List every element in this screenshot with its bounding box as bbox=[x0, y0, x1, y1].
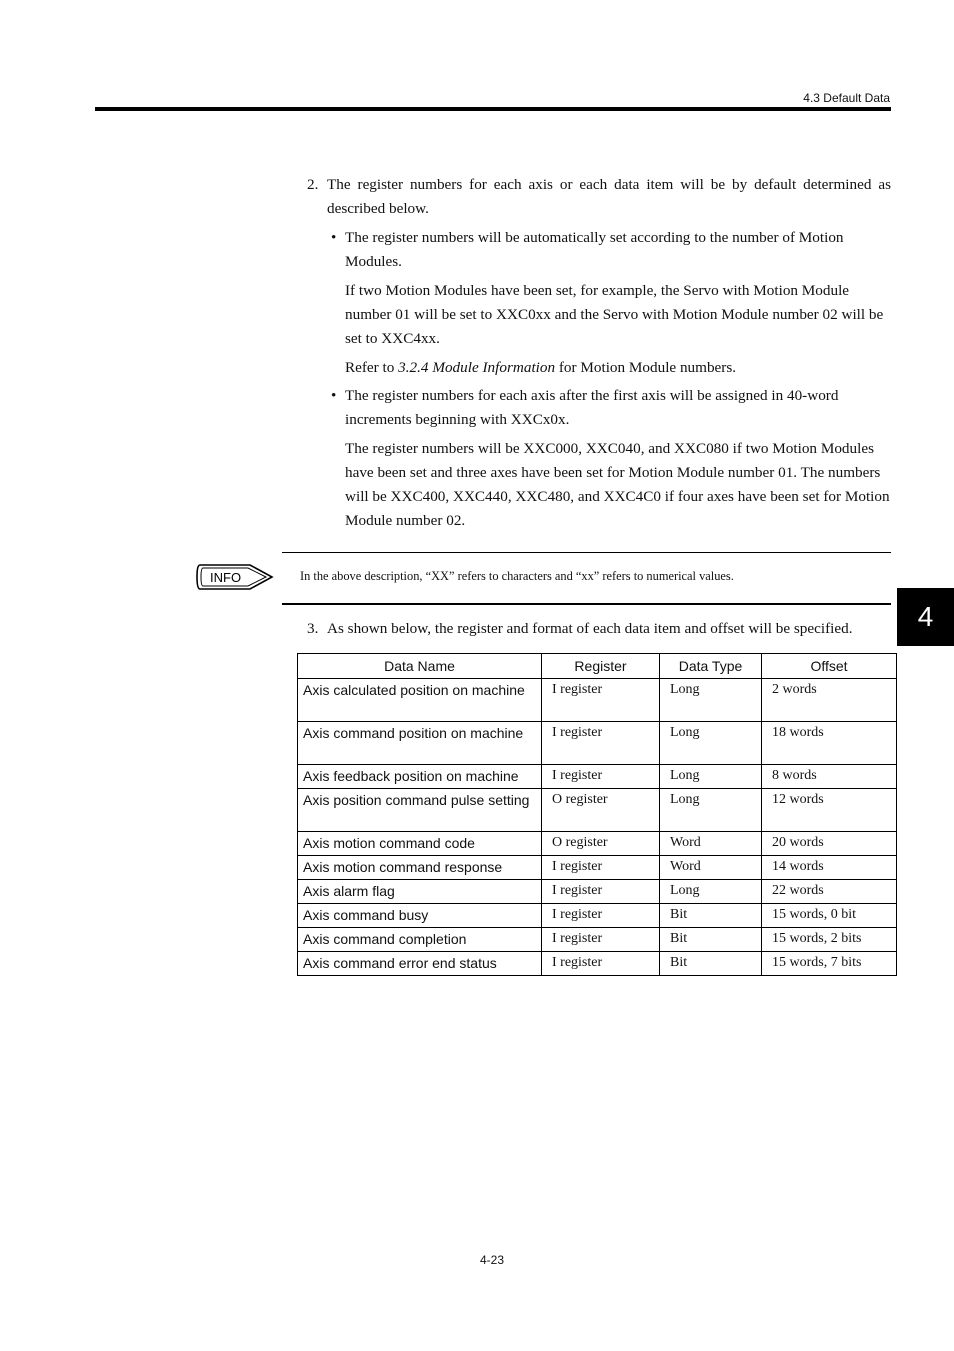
item-3-text: As shown below, the register and format of each data item and offset will be specified. bbox=[327, 620, 853, 637]
header-rule bbox=[95, 107, 891, 111]
table-row bbox=[298, 856, 897, 880]
table-header-row bbox=[298, 654, 897, 679]
register-cell: I register bbox=[542, 904, 660, 928]
bullet-2-paragraph: The register numbers will be XXC000, XXC040, and XXC080 if two Motion Modules have been set and three axes have been set for Motion Module number 01. The numbers will be XXC400, XXC440, XXC480, and XXC4C0 if four axes have been set for Motion Module number 02. bbox=[345, 440, 890, 529]
item-2-text: The register numbers for each axis or each data item will be by default determined as described below. bbox=[327, 176, 891, 217]
info-rule-bottom bbox=[282, 603, 891, 605]
register-cell: I register bbox=[542, 928, 660, 952]
chapter-tab: 4 bbox=[897, 588, 954, 646]
column-header: Data Name bbox=[298, 654, 542, 679]
offset-cell: 2 words bbox=[762, 679, 897, 722]
offset-cell: 15 words, 7 bits bbox=[762, 952, 897, 976]
data-type-cell: Word bbox=[660, 856, 762, 880]
register-cell: I register bbox=[542, 952, 660, 976]
table-row bbox=[298, 880, 897, 904]
table-row bbox=[298, 789, 897, 832]
running-header: 4.3 Default Data bbox=[803, 91, 890, 105]
bullet-1-reference bbox=[345, 356, 891, 380]
item-2-number: 2. bbox=[307, 176, 319, 193]
table-row bbox=[298, 904, 897, 928]
data-name-cell: Axis command position on machine bbox=[298, 722, 542, 765]
data-type-cell: Long bbox=[660, 880, 762, 904]
info-arrow-icon bbox=[196, 563, 276, 591]
bullet-marker: • bbox=[331, 387, 337, 404]
page-number: 4-23 bbox=[479, 1253, 505, 1267]
bullet-1-paragraph: If two Motion Modules have been set, for example, the Servo with Motion Module number 01 will be set to XXC0xx and the Servo with Motion Module number 02 will be set to XXC4xx. bbox=[345, 282, 884, 347]
table-row bbox=[298, 722, 897, 765]
info-note: In the above description, “XX” refers to characters and “xx” refers to numerical values. bbox=[300, 569, 734, 583]
info-rule-top bbox=[282, 552, 891, 553]
offset-cell: 12 words bbox=[762, 789, 897, 832]
data-name-cell: Axis position command pulse setting bbox=[298, 789, 542, 832]
data-type-cell: Bit bbox=[660, 904, 762, 928]
bullet-marker: • bbox=[331, 229, 337, 246]
offset-cell: 15 words, 0 bit bbox=[762, 904, 897, 928]
data-name-cell: Axis command busy bbox=[298, 904, 542, 928]
data-name-cell: Axis command completion bbox=[298, 928, 542, 952]
info-icon-label: INFO bbox=[210, 570, 242, 585]
offset-cell: 14 words bbox=[762, 856, 897, 880]
table-row bbox=[298, 832, 897, 856]
register-cell: O register bbox=[542, 832, 660, 856]
register-cell: I register bbox=[542, 722, 660, 765]
register-cell: I register bbox=[542, 856, 660, 880]
offset-cell: 15 words, 2 bits bbox=[762, 928, 897, 952]
data-name-cell: Axis feedback position on machine bbox=[298, 765, 542, 789]
data-name-cell: Axis alarm flag bbox=[298, 880, 542, 904]
column-header: Offset bbox=[762, 654, 897, 679]
data-type-cell: Word bbox=[660, 832, 762, 856]
offset-cell: 8 words bbox=[762, 765, 897, 789]
data-type-cell: Long bbox=[660, 722, 762, 765]
data-name-cell: Axis calculated position on machine bbox=[298, 679, 542, 722]
table-row bbox=[298, 928, 897, 952]
data-name-cell: Axis command error end status bbox=[298, 952, 542, 976]
reference-link: 3.2.4 Module Information bbox=[398, 359, 556, 376]
reference-suffix: for Motion Module numbers. bbox=[555, 359, 737, 376]
data-type-cell: Long bbox=[660, 789, 762, 832]
table-row bbox=[298, 952, 897, 976]
register-cell: I register bbox=[542, 880, 660, 904]
table-row bbox=[298, 765, 897, 789]
column-header: Register bbox=[542, 654, 660, 679]
reference-prefix: Refer to bbox=[345, 359, 399, 376]
data-type-cell: Long bbox=[660, 765, 762, 789]
bullet-2-text: The register numbers for each axis after the first axis will be assigned in 40-word increments beginning with XXCx0x. bbox=[345, 387, 839, 428]
register-cell: I register bbox=[542, 679, 660, 722]
column-header: Data Type bbox=[660, 654, 762, 679]
offset-cell: 20 words bbox=[762, 832, 897, 856]
data-table bbox=[297, 653, 897, 976]
item-3-number: 3. bbox=[307, 620, 319, 637]
data-type-cell: Bit bbox=[660, 952, 762, 976]
offset-cell: 18 words bbox=[762, 722, 897, 765]
offset-cell: 22 words bbox=[762, 880, 897, 904]
bullet-1-text: The register numbers will be automatically set according to the number of Motion Modules. bbox=[345, 229, 844, 270]
table-row bbox=[298, 679, 897, 722]
register-cell: O register bbox=[542, 789, 660, 832]
data-name-cell: Axis motion command response bbox=[298, 856, 542, 880]
register-cell: I register bbox=[542, 765, 660, 789]
data-name-cell: Axis motion command code bbox=[298, 832, 542, 856]
data-type-cell: Bit bbox=[660, 928, 762, 952]
data-type-cell: Long bbox=[660, 679, 762, 722]
